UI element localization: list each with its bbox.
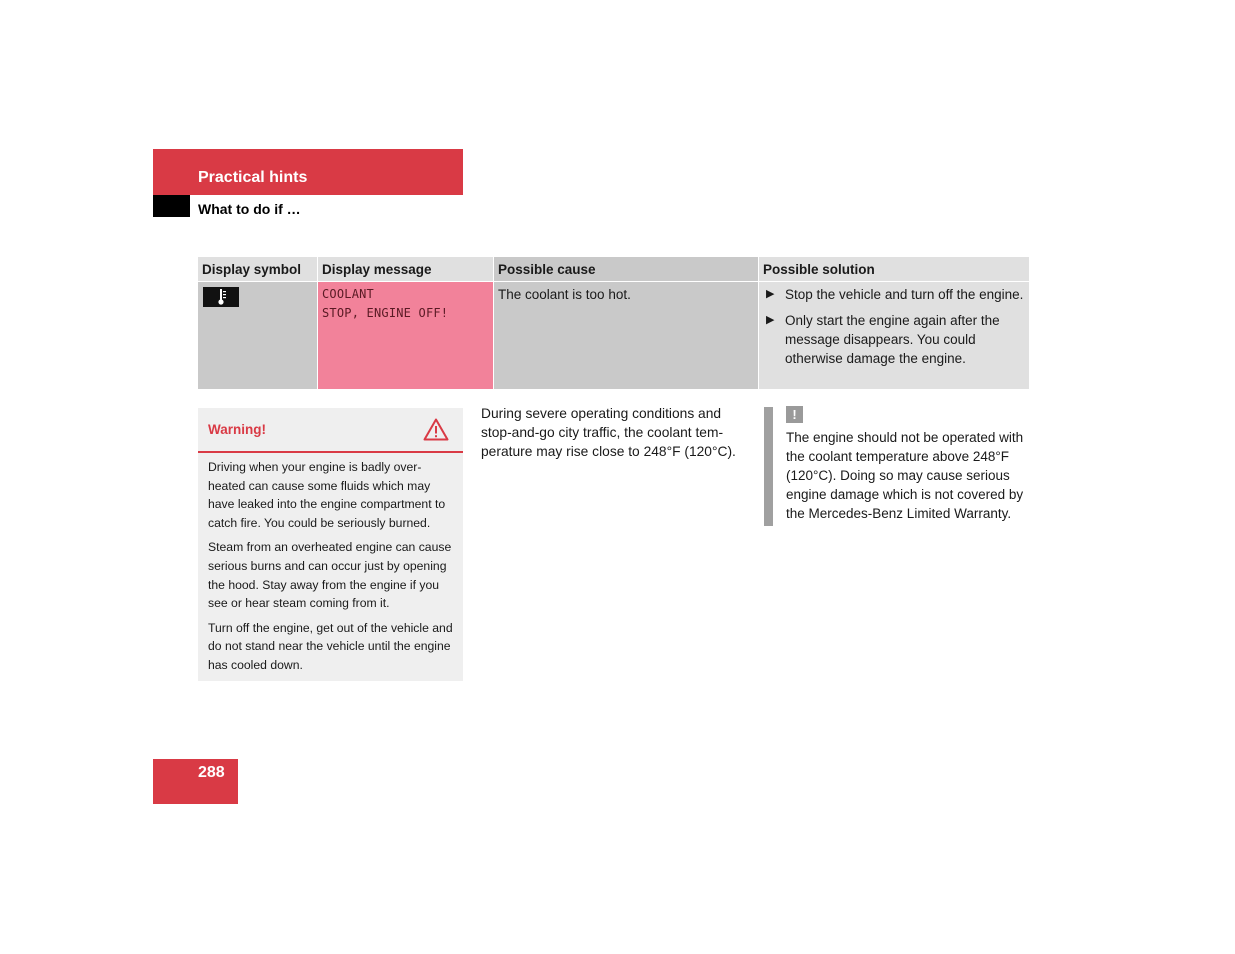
- note-bar: [764, 407, 773, 526]
- message-line: STOP, ENGINE OFF!: [322, 306, 449, 320]
- subsection-marker: [153, 195, 190, 217]
- bullet-arrow-icon: ▶: [766, 288, 775, 300]
- section-title: Practical hints: [198, 169, 308, 186]
- coolant-temperature-icon: [203, 287, 239, 307]
- warning-paragraph: Turn off the engine, get out of the vehicle and do not stand near the vehicle until the engine has cooled down.: [208, 620, 453, 672]
- table-cell-message: [318, 282, 493, 389]
- subsection-title: What to do if …: [198, 201, 301, 217]
- message-line: COOLANT: [322, 287, 374, 301]
- warning-paragraph: Driving when your engine is badly over-heated can cause some fluids which may have leaked into the engine compartment to catch fire. You could be seriously burned.: [208, 460, 446, 530]
- bullet-arrow-icon: ▶: [766, 314, 775, 326]
- list-item: [763, 311, 1025, 368]
- note-text: The engine should not be operated with the coolant temperature above 248°F (120°C). Doing so may cause serious engine damage which is not covered by the Mercedes-Benz Limited Warranty.: [786, 430, 1024, 521]
- exclamation-icon: !: [786, 406, 803, 423]
- table-cell-solution: [759, 282, 1029, 389]
- col-header-possible-cause: Possible cause: [494, 257, 758, 281]
- warning-triangle-icon: [423, 418, 449, 446]
- warning-paragraph: Steam from an overheated engine can cause serious burns and can occur just by opening the hood. Stay away from the engine if you see or hear steam coming from it.: [208, 540, 452, 611]
- warning-body: [208, 458, 458, 681]
- col-header-display-symbol: Display symbol: [198, 257, 317, 281]
- page-number-tab: [153, 759, 238, 804]
- solution-text: Stop the vehicle and turn off the engine.: [785, 287, 1024, 302]
- page-number: 288: [198, 764, 225, 781]
- list-item: [763, 285, 1025, 304]
- warning-box: [198, 408, 463, 681]
- warning-title: Warning!: [208, 422, 266, 437]
- table-cell-symbol: [198, 282, 317, 389]
- warning-header: [198, 408, 463, 453]
- info-paragraph: During severe operating conditions and stop-and-go city traffic, the coolant tem-perature may rise close to 248°F (120°C).: [481, 406, 736, 459]
- table-cell-cause: The coolant is too hot.: [494, 282, 758, 389]
- col-header-possible-solution: Possible solution: [759, 257, 1029, 281]
- solution-text: Only start the engine again after the message disappears. You could otherwise damage the engine.: [785, 313, 1000, 366]
- col-header-display-message: Display message: [318, 257, 493, 281]
